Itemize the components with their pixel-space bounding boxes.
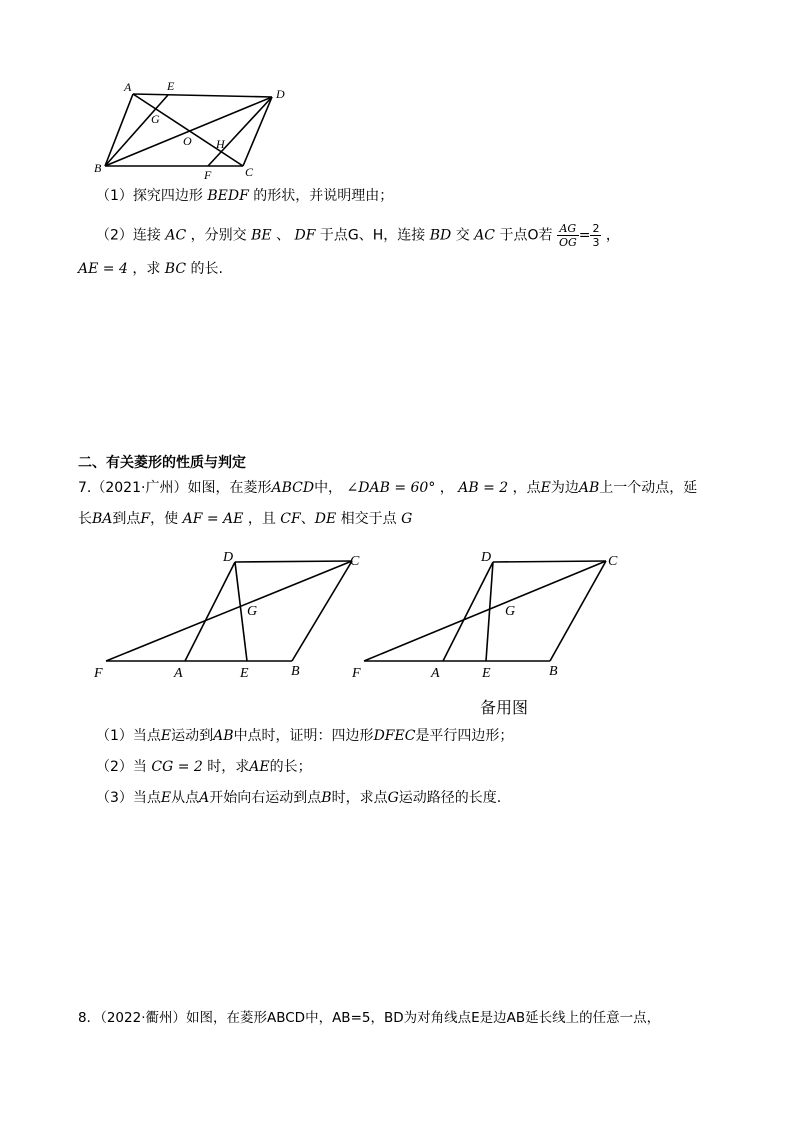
p7-line-1: 7.（2021·广州）如图，在菱形ABCD中， ∠DAB = 60° ， AB = 2 ，点E为边AB上一个动点，延 [78,480,698,496]
parallelogram-figure [88,78,298,180]
p6-question-2: （2）连接 AC ，分别交 BE 、 DF 于点G、H，连接 BD 交 AC 于点O若 $\frac{AG}{OG}$ = $\frac{2}{3}$ ， [96,222,620,249]
fraction-ag-og: $\frac{AG}{OG}$ [558,222,577,249]
label-E: E [240,666,249,681]
p7-line-2: 长BA到点F，使 AF = AE ，且 CF、DE 相交于点 G [78,511,413,527]
label-G: G [505,604,516,619]
label-O: O [183,134,192,148]
label-G: G [151,112,160,126]
label-H: H [216,137,225,151]
rhombus-figure-backup [348,545,628,685]
label-C: C [350,554,360,569]
p6-question-1: （1）探究四边形 BEDF 的形状，并说明理由； [96,188,394,204]
p7-question-1: （1）当点E运动到AB中点时，证明：四边形DFEC是平行四边形； [96,728,514,744]
label-B: B [291,664,300,679]
label-F: F [352,666,361,681]
label-E: E [167,79,175,93]
section-heading: 二、有关菱形的性质与判定 [78,455,246,471]
fraction-2-3: $\frac{2}{3}$ [592,222,600,249]
label-A: A [174,666,183,681]
label-C: C [245,165,254,179]
label-B: B [549,664,558,679]
p7-question-3: （3）当点E从点A开始向右运动到点B时，求点G运动路径的长度. [96,790,502,806]
label-D: D [223,550,234,565]
label-D: D [481,550,492,565]
label-F: F [94,666,103,681]
rhombus-figure-main [90,545,370,685]
label-E: E [482,666,491,681]
label-D: D [276,87,285,101]
p6-question-2-line2: AE = 4 ，求 BC 的长. [78,261,223,277]
label-A: A [431,666,440,681]
label-B: B [94,161,102,175]
p7-question-2: （2）当 CG = 2 时，求AE的长； [96,759,312,775]
label-A: A [124,80,132,94]
label-G: G [247,604,258,619]
p8-line-1: 8．（2022·衢州）如图，在菱形ABCD中，AB=5，BD为对角线点E是边AB延长线上的任意一点， [78,1010,661,1026]
backup-figure-caption: 备用图 [480,700,529,717]
label-C: C [608,554,618,569]
label-F: F [204,168,212,180]
